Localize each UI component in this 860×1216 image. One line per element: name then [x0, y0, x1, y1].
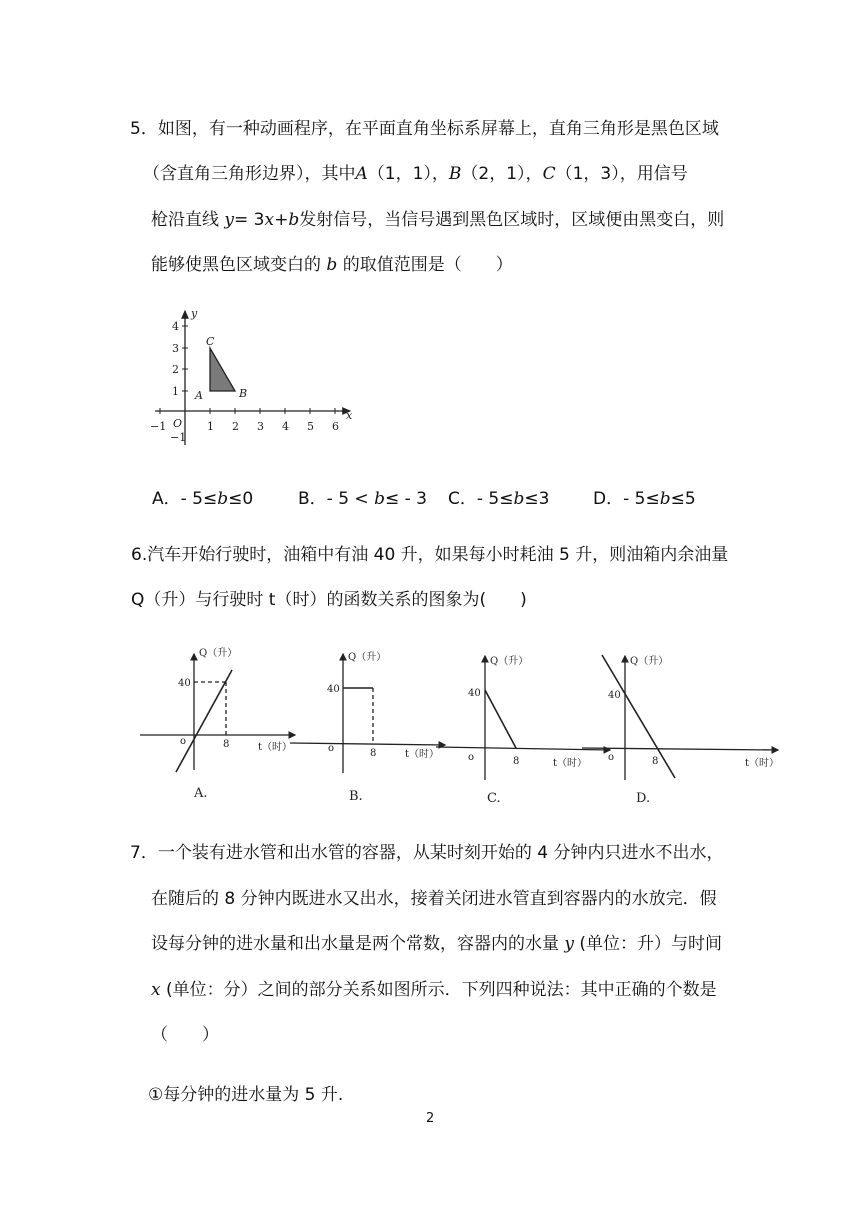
point-c-label: C: [542, 164, 556, 184]
svg-text:2: 2: [172, 363, 179, 376]
svg-text:o: o: [328, 743, 335, 754]
point-a-label: A: [355, 164, 368, 184]
svg-text:4: 4: [282, 420, 289, 433]
graph-c: [436, 654, 610, 806]
q6-line-1: 6.汽车开始行驶时，油箱中有油 40 升，如果每小时耗油 5 升，则油箱内余油量: [131, 545, 729, 565]
svg-text:40: 40: [178, 678, 191, 689]
black-triangle: [210, 348, 235, 391]
q7-line-2: 在随后的 8 分钟内既进水又出水，接着关闭进水管直到容器内的水放完．假: [151, 889, 717, 909]
svg-text:C.: C.: [487, 791, 501, 806]
q7-line-4: x (单位：分）之间的部分关系如图所示．下列四种说法：其中正确的个数是: [151, 980, 717, 1000]
q7-statement-1: ①每分钟的进水量为 5 升.: [148, 1085, 344, 1105]
q5-coordinate-figure: [150, 305, 360, 455]
svg-text:Q（升）: Q（升）: [630, 656, 669, 667]
q7-line-1: 7．一个装有进水管和出水管的容器，从某时刻开始的 4 分钟内只进水不出水，: [130, 843, 724, 863]
svg-text:t（时）: t（时）: [258, 742, 293, 753]
svg-text:1: 1: [172, 385, 179, 398]
svg-text:3: 3: [257, 420, 264, 433]
svg-text:8: 8: [652, 756, 659, 767]
svg-text:40: 40: [608, 690, 621, 701]
svg-text:5: 5: [307, 420, 314, 433]
svg-text:8: 8: [370, 748, 377, 759]
svg-text:Q（升）: Q（升）: [348, 652, 387, 663]
svg-text:o: o: [180, 736, 187, 747]
svg-text:B.: B.: [349, 789, 363, 804]
svg-text:Q（升）: Q（升）: [490, 656, 529, 667]
svg-text:6: 6: [332, 420, 339, 433]
svg-text:t（时）: t（时）: [745, 758, 780, 769]
q5-option-c: C．- 5≤b≤3: [448, 489, 550, 509]
graph-b: [290, 650, 445, 804]
svg-text:o: o: [608, 752, 615, 763]
svg-text:Q（升）: Q（升）: [199, 648, 238, 659]
q5-option-b: B．- 5 < b≤ - 3: [298, 489, 427, 509]
svg-text:x: x: [346, 409, 353, 422]
svg-text:o: o: [468, 752, 475, 763]
svg-text:8: 8: [513, 756, 520, 767]
point-b-label: B: [448, 164, 462, 184]
svg-text:−1: −1: [170, 431, 187, 444]
svg-text:B: B: [239, 387, 248, 400]
svg-text:40: 40: [327, 684, 340, 695]
q5-line-4: 能够使黑色区域变白的 b 的取值范围是（ ）: [151, 255, 513, 275]
svg-text:D.: D.: [636, 791, 651, 806]
svg-text:t（时）: t（时）: [553, 758, 588, 769]
svg-text:8: 8: [223, 739, 230, 750]
svg-text:A: A: [195, 389, 203, 402]
svg-text:4: 4: [172, 320, 179, 333]
svg-text:3: 3: [172, 342, 179, 355]
q6-graphs-figure: [140, 640, 800, 810]
page-number: 2: [426, 1111, 435, 1126]
q5-line-3: 枪沿直线 y= 3x+b发射信号，当信号遇到黑色区域时，区域便由黑变白，则: [151, 210, 725, 230]
q6-line-2: Q（升）与行驶时 t（时）的函数关系的图象为( ): [131, 590, 527, 610]
svg-text:40: 40: [468, 688, 481, 699]
q5-option-d: D．- 5≤b≤5: [593, 489, 696, 509]
svg-text:2: 2: [232, 420, 239, 433]
q7-line-3: 设每分钟的进水量和出水量是两个常数，容器内的水量 y (单位：升）与时间: [151, 934, 723, 954]
graph-d: [582, 654, 779, 806]
svg-text:A.: A.: [194, 786, 208, 801]
svg-text:O: O: [173, 417, 183, 430]
q5-line-2: （含直角三角形边界），其中A（1，1），B（2，1），C（1，3），用信号: [143, 164, 688, 184]
svg-text:y: y: [191, 307, 198, 320]
svg-text:−1: −1: [150, 420, 167, 433]
svg-text:t（时）: t（时）: [405, 749, 440, 760]
svg-text:1: 1: [207, 420, 214, 433]
q7-line-5: （ ）: [151, 1025, 219, 1045]
q5-option-a: A．- 5≤b≤0: [152, 489, 254, 509]
q5-line-1: 5．如图，有一种动画程序，在平面直角坐标系屏幕上，直角三角形是黑色区域: [130, 119, 719, 139]
graph-a: [140, 646, 295, 801]
svg-text:C: C: [206, 335, 215, 348]
